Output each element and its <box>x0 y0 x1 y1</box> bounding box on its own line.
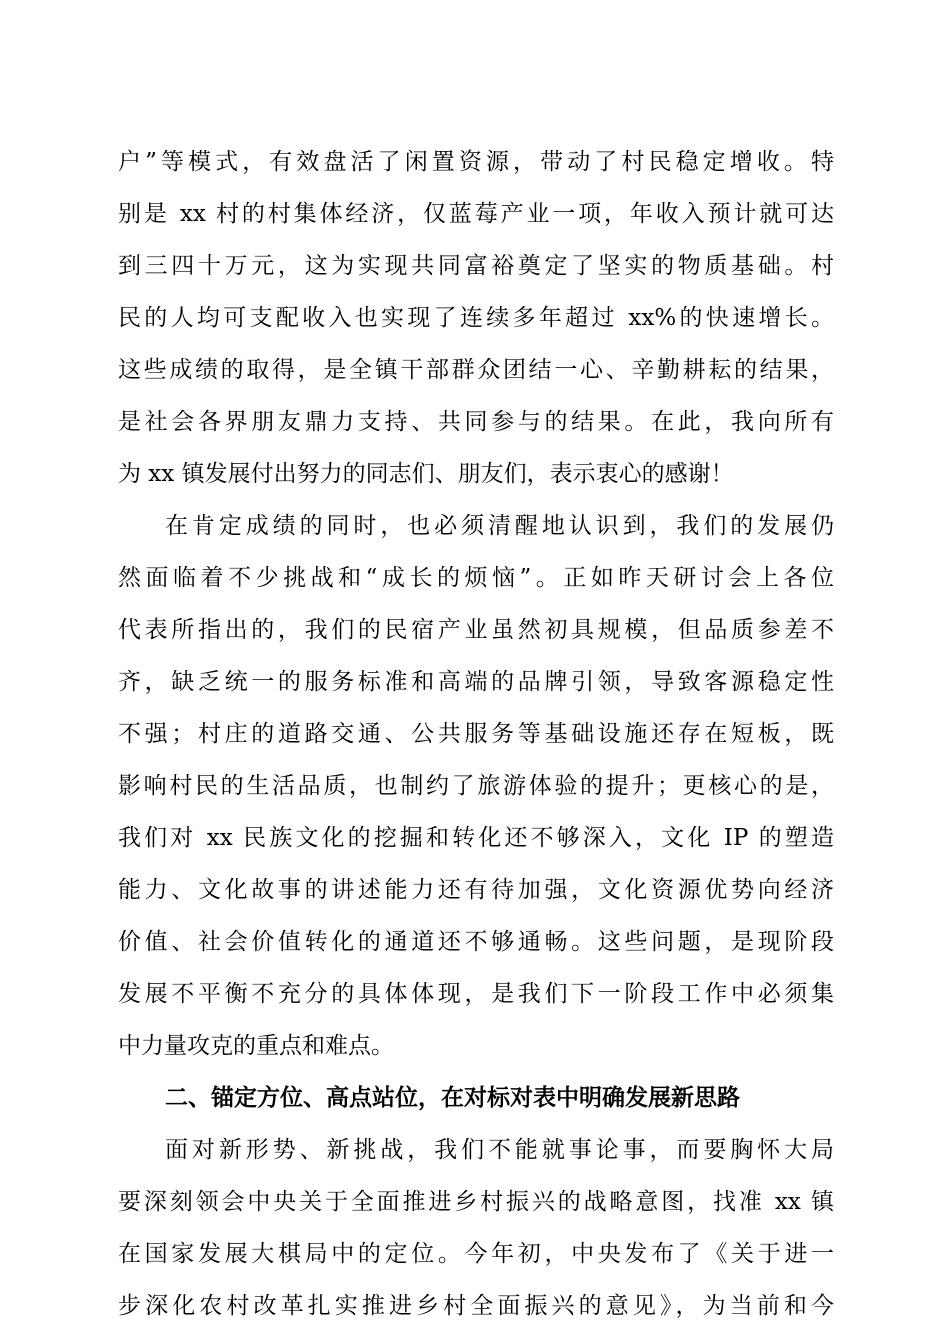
paragraph-2-line: 能力、文化故事的讲述能力还有待加强，文化资源优势向经济 <box>118 877 834 903</box>
paragraph-3-line: 面对新形势、新挑战，我们不能就事论事，而要胸怀大局 <box>165 1137 834 1163</box>
section-heading-2: 二、锚定方位、高点站位，在对标对表中明确发展新思路 <box>165 1085 740 1111</box>
paragraph-2-line: 代表所指出的，我们的民宿产业虽然初具规模，但品质参差不 <box>118 617 834 643</box>
paragraph-2-line: 然面临着不少挑战和“成长的烦恼”。正如昨天研讨会上各位 <box>118 565 834 591</box>
paragraph-1-line: 户”等模式，有效盘活了闲置资源，带动了村民稳定增收。特 <box>118 149 834 175</box>
paragraph-3-line: 步深化农村改革扎实推进乡村全面振兴的意见》，为当前和今 <box>118 1293 834 1319</box>
paragraph-1-line: 到三四十万元，这为实现共同富裕奠定了坚实的物质基础。村 <box>118 253 834 279</box>
paragraph-3-line: 在国家发展大棋局中的定位。今年初，中央发布了《关于进一 <box>118 1241 834 1267</box>
paragraph-2-line: 价值、社会价值转化的通道还不够通畅。这些问题，是现阶段 <box>118 929 834 955</box>
paragraph-2-line: 不强；村庄的道路交通、公共服务等基础设施还存在短板，既 <box>118 721 834 747</box>
paragraph-2-line: 我们对 xx 民族文化的挖掘和转化还不够深入，文化 IP 的塑造 <box>118 825 834 851</box>
paragraph-2-line: 在肯定成绩的同时，也必须清醒地认识到，我们的发展仍 <box>165 513 834 539</box>
paragraph-1-line: 是社会各界朋友鼎力支持、共同参与的结果。在此，我向所有 <box>118 409 834 435</box>
paragraph-2-line: 影响村民的生活品质，也制约了旅游体验的提升；更核心的是， <box>118 773 834 799</box>
paragraph-2-line: 中力量攻克的重点和难点。 <box>118 1033 394 1059</box>
paragraph-1-line: 这些成绩的取得，是全镇干部群众团结一心、辛勤耕耘的结果， <box>118 357 834 383</box>
paragraph-2-line: 齐，缺乏统一的服务标准和高端的品牌引领，导致客源稳定性 <box>118 669 834 695</box>
paragraph-1-line: 民的人均可支配收入也实现了连续多年超过 xx%的快速增长。 <box>118 305 834 331</box>
paragraph-2-line: 发展不平衡不充分的具体体现，是我们下一阶段工作中必须集 <box>118 981 834 1007</box>
paragraph-1-line: 为 xx 镇发展付出努力的同志们、朋友们，表示衷心的感谢！ <box>118 461 734 487</box>
paragraph-1-line: 别是 xx 村的村集体经济，仅蓝莓产业一项，年收入预计就可达 <box>118 201 834 227</box>
paragraph-3-line: 要深刻领会中央关于全面推进乡村振兴的战略意图，找准 xx 镇 <box>118 1189 834 1215</box>
